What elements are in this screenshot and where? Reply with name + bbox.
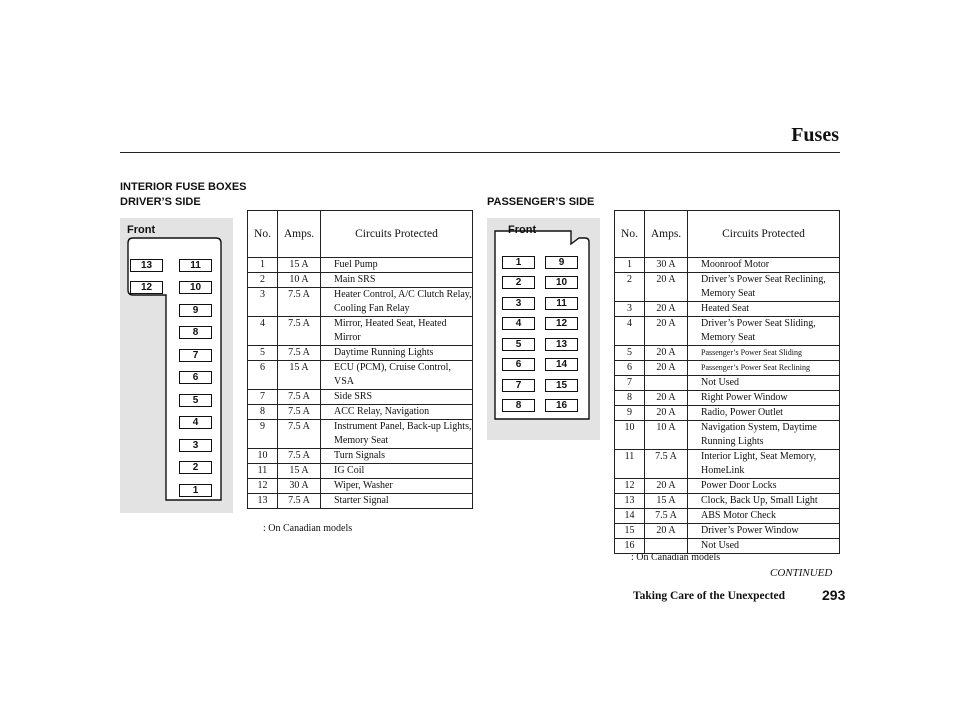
fuse-circuit: Right Power Window [688, 391, 840, 406]
fuse-circuit: Side SRS [321, 390, 473, 405]
table-row [248, 390, 473, 405]
fuse-circuit: Driver’s Power Seat Sliding, Memory Seat [688, 317, 840, 346]
table-row [248, 288, 473, 317]
page-title: Fuses [791, 124, 839, 146]
fuse-circuit: Instrument Panel, Back-up Lights, Memory Seat [321, 420, 473, 449]
fuse-circuit: Mirror, Heated Seat, Heated Mirror [321, 317, 473, 346]
fuse-slot: 8 [179, 326, 212, 339]
table-row [615, 317, 840, 346]
fuse-slot: 13 [130, 259, 163, 272]
table-row [615, 421, 840, 450]
fuse-slot: 12 [545, 317, 578, 330]
fuse-amps: 20 A [645, 479, 688, 494]
fuse-slot: 4 [179, 416, 212, 429]
fuse-circuit: Not Used [688, 539, 840, 554]
fuse-circuit: Heated Seat [688, 302, 840, 317]
fuse-slot: 8 [502, 399, 535, 412]
fuse-slot: 6 [502, 358, 535, 371]
table-row [248, 494, 473, 509]
fuse-circuit: Turn Signals [321, 449, 473, 464]
fuse-number: 3 [615, 302, 645, 317]
fuse-number: 11 [248, 464, 278, 479]
col-circuits: Circuits Protected [321, 211, 473, 258]
fuse-slot: 6 [179, 371, 212, 384]
fuse-slot: 14 [545, 358, 578, 371]
fuse-amps: 7.5 A [278, 494, 321, 509]
fuse-number: 4 [615, 317, 645, 346]
col-no: No. [615, 211, 645, 258]
passenger-fuse-diagram [487, 218, 600, 440]
fuse-number: 8 [248, 405, 278, 420]
fuse-circuit: Moonroof Motor [688, 258, 840, 273]
fuse-amps: 15 A [278, 361, 321, 390]
fuse-amps: 20 A [645, 391, 688, 406]
fuse-amps: 7.5 A [278, 317, 321, 346]
table-row [248, 479, 473, 494]
fuse-circuit: ECU (PCM), Cruise Control, VSA [321, 361, 473, 390]
driver-heading: DRIVER’S SIDE [120, 196, 201, 208]
fuse-amps: 7.5 A [278, 449, 321, 464]
fuse-number: 14 [615, 509, 645, 524]
fuse-number: 16 [615, 539, 645, 554]
table-row [615, 479, 840, 494]
table-row [248, 420, 473, 449]
fuse-slot: 5 [502, 338, 535, 351]
fuse-amps: 20 A [645, 406, 688, 421]
fuse-number: 9 [248, 420, 278, 449]
fuse-circuit: Not Used [688, 376, 840, 391]
fuse-slot: 12 [130, 281, 163, 294]
fuse-slot: 13 [545, 338, 578, 351]
fuse-number: 5 [615, 346, 645, 361]
fuse-amps: 7.5 A [278, 390, 321, 405]
table-row [248, 273, 473, 288]
table-row [615, 361, 840, 376]
fuse-circuit: Interior Light, Seat Memory, HomeLink [688, 450, 840, 479]
passenger-front-label: Front [508, 224, 537, 236]
fuse-slot: 7 [179, 349, 212, 362]
fuse-number: 11 [615, 450, 645, 479]
fuse-number: 1 [615, 258, 645, 273]
fuse-slot: 4 [502, 317, 535, 330]
fuse-number: 15 [615, 524, 645, 539]
fuse-amps: 20 A [645, 346, 688, 361]
fuse-number: 8 [615, 391, 645, 406]
fuse-amps: 30 A [645, 258, 688, 273]
fuse-number: 10 [615, 421, 645, 450]
col-circuits: Circuits Protected [688, 211, 840, 258]
fuse-slot: 10 [545, 276, 578, 289]
fuse-slot: 9 [545, 256, 578, 269]
fuse-slot: 2 [179, 461, 212, 474]
fuse-number: 5 [248, 346, 278, 361]
fuse-slot: 10 [179, 281, 212, 294]
section-heading: INTERIOR FUSE BOXES [120, 181, 247, 193]
passenger-fuse-table [614, 210, 840, 554]
table-row [248, 258, 473, 273]
fuse-circuit: Heater Control, A/C Clutch Relay, Cooling Fan Relay [321, 288, 473, 317]
fuse-circuit: Navigation System, Daytime Running Lights [688, 421, 840, 450]
table-row [615, 302, 840, 317]
fuse-amps: 10 A [645, 421, 688, 450]
col-amps: Amps. [645, 211, 688, 258]
driver-front-label: Front [127, 224, 156, 236]
fuse-amps: 15 A [645, 494, 688, 509]
fuse-amps: 7.5 A [645, 509, 688, 524]
fuse-amps: 15 A [278, 464, 321, 479]
fuse-amps: 20 A [645, 524, 688, 539]
table-row [615, 524, 840, 539]
fuse-circuit: Fuel Pump [321, 258, 473, 273]
table-row [615, 376, 840, 391]
fuse-circuit: Starter Signal [321, 494, 473, 509]
fuse-amps [645, 376, 688, 391]
table-row [248, 361, 473, 390]
table-row [248, 449, 473, 464]
driver-fuse-table [247, 210, 473, 509]
fuse-number: 10 [248, 449, 278, 464]
fuse-amps: 7.5 A [278, 346, 321, 361]
passenger-heading: PASSENGER’S SIDE [487, 196, 595, 208]
fuse-circuit: Daytime Running Lights [321, 346, 473, 361]
table-row [615, 273, 840, 302]
fuse-number: 7 [248, 390, 278, 405]
fuse-amps: 7.5 A [278, 420, 321, 449]
table-row [248, 346, 473, 361]
fuse-number: 6 [248, 361, 278, 390]
fuse-slot: 3 [179, 439, 212, 452]
table-row [615, 406, 840, 421]
fuse-slot: 5 [179, 394, 212, 407]
fuse-number: 6 [615, 361, 645, 376]
table-row [615, 258, 840, 273]
fuse-number: 13 [248, 494, 278, 509]
continued-label: CONTINUED [770, 567, 833, 579]
table-row [615, 494, 840, 509]
fuse-circuit: ABS Motor Check [688, 509, 840, 524]
driver-note: : On Canadian models [263, 523, 353, 534]
table-row [248, 317, 473, 346]
fuse-amps: 7.5 A [645, 450, 688, 479]
fuse-amps: 15 A [278, 258, 321, 273]
page-number: 293 [822, 587, 846, 603]
fuse-circuit: Main SRS [321, 273, 473, 288]
fuse-number: 12 [248, 479, 278, 494]
fuse-number: 2 [248, 273, 278, 288]
fuse-circuit: Passenger’s Power Seat Sliding [688, 346, 840, 361]
col-amps: Amps. [278, 211, 321, 258]
fuse-number: 13 [615, 494, 645, 509]
fuse-slot: 9 [179, 304, 212, 317]
table-row [615, 346, 840, 361]
fuse-slot: 7 [502, 379, 535, 392]
fuse-amps: 7.5 A [278, 405, 321, 420]
fuse-slot: 1 [179, 484, 212, 497]
fuse-circuit: Clock, Back Up, Small Light [688, 494, 840, 509]
fuse-amps: 20 A [645, 317, 688, 346]
fuse-slot: 16 [545, 399, 578, 412]
fuse-number: 7 [615, 376, 645, 391]
footer-section: Taking Care of the Unexpected [633, 590, 786, 602]
table-row [248, 464, 473, 479]
fuse-slot: 11 [179, 259, 212, 272]
fuse-circuit: IG Coil [321, 464, 473, 479]
passenger-note: : On Canadian models [631, 552, 721, 563]
fuse-circuit: ACC Relay, Navigation [321, 405, 473, 420]
title-rule [120, 152, 840, 153]
fuse-number: 1 [248, 258, 278, 273]
fuse-number: 12 [615, 479, 645, 494]
fuse-amps: 20 A [645, 273, 688, 302]
col-no: No. [248, 211, 278, 258]
fuse-amps: 30 A [278, 479, 321, 494]
fuse-slot: 1 [502, 256, 535, 269]
table-row [615, 391, 840, 406]
fuse-circuit: Driver’s Power Window [688, 524, 840, 539]
fuse-number: 3 [248, 288, 278, 317]
fuse-amps: 20 A [645, 302, 688, 317]
table-row [615, 450, 840, 479]
fuse-circuit: Power Door Locks [688, 479, 840, 494]
fuse-circuit: Driver’s Power Seat Reclining, Memory Seat [688, 273, 840, 302]
fuse-slot: 11 [545, 297, 578, 310]
fuse-amps: 10 A [278, 273, 321, 288]
fuse-slot: 15 [545, 379, 578, 392]
fuse-slot: 3 [502, 297, 535, 310]
fuse-amps: 20 A [645, 361, 688, 376]
table-row [615, 509, 840, 524]
table-row [248, 405, 473, 420]
fuse-number: 4 [248, 317, 278, 346]
driver-fuse-diagram [120, 218, 233, 513]
fuse-slot: 2 [502, 276, 535, 289]
fuse-number: 2 [615, 273, 645, 302]
fuse-circuit: Passenger’s Power Seat Reclining [688, 361, 840, 376]
fuse-amps: 7.5 A [278, 288, 321, 317]
fuse-circuit: Radio, Power Outlet [688, 406, 840, 421]
fuse-circuit: Wiper, Washer [321, 479, 473, 494]
fuse-number: 9 [615, 406, 645, 421]
